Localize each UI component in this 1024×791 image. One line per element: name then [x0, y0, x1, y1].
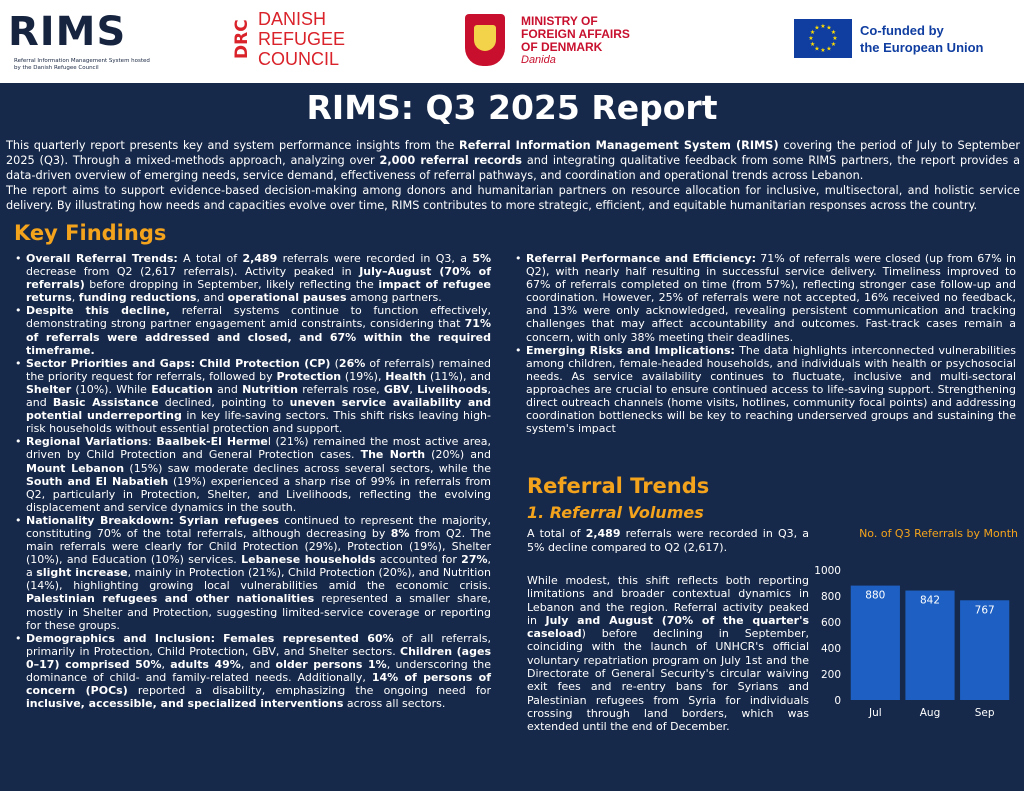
header-banner [0, 0, 1024, 83]
drc-logo [232, 0, 352, 83]
y-tick-label: 400 [820, 643, 841, 655]
finding-emerging-risks: • Emerging Risks and Implications: The data highlights interconnected vulnerabilities among children, female-headed households, and individuals with health or psychosocial needs. As service availability continues to fluctuate, inclusive and multi-sectoral approaches are crucial to ensure continued access to life-saving support. Strengthening direct outreach channels (home visits, hotlines, community focal points) and addressing coordination bottlenecks will be key to reaching underserved groups and sustaining the system's impact [514, 344, 1016, 436]
x-tick-label: Jul [868, 707, 882, 719]
mfa-text: MINISTRY OF FOREIGN AFFAIRS OF DENMARK [521, 14, 630, 54]
key-findings-heading: Key Findings [14, 221, 167, 245]
y-tick-label: 200 [820, 669, 841, 681]
mfa-denmark-logo [465, 0, 635, 83]
rims-tagline: Referral Information Management System hosted by the Danish Refugee Council [14, 58, 150, 71]
referrals-by-month-chart [812, 525, 1018, 725]
finding-overall-trends: • Overall Referral Trends: A total of 2,489 referrals were recorded in Q3, a 5% decrease from Q2 (2,617 referrals). Activity peaked in July–August (70% of referrals) before dropping in September, likely reflecting the impact of refugee returns, funding reductions, and operational pauses among partners. [14, 252, 491, 304]
bar-jul [851, 586, 900, 700]
svg-text:★: ★ [808, 35, 814, 42]
eu-text: Co-funded by the European Union [860, 23, 984, 55]
svg-text:★: ★ [809, 29, 816, 36]
y-tick-label: 600 [820, 617, 841, 629]
chart-plot [812, 525, 1018, 725]
svg-text:★: ★ [809, 41, 816, 48]
x-tick-label: Sep [974, 707, 995, 719]
referral-volumes-detail: While modest, this shift reflects both reporting limitations and broader contextual dynamics in Lebanon and the region. Referral activity peaked in July and August (70% of the quarter's caseload) before declining in September, coinciding with the launch of UNHCR's official voluntary repatriation program on July 1st and the Directorate of General Security's circular waiving exit fees and re-entry bans for Syrians and Palestinian refugees from Syria for individuals crossing through land borders, which was extended until the end of December. [527, 574, 809, 734]
finding-demographics: • Demographics and Inclusion: Females represented 60% of all referrals, primarily in Protection, Child Protection, GBV, and Shelter sectors. Children (ages 0–17) comprised 50%, adults 49%, and older persons 1%, underscoring the dominance of child- and family-related needs. Additionally, 14% of persons of concern (POCs) reported a disability, emphasizing the ongoing need for inclusive, accessible, and specialized interventions across all sectors. [14, 632, 491, 711]
svg-text:★: ★ [814, 24, 820, 32]
bar-value-label: 767 [974, 604, 995, 617]
finding-nationality: • Nationality Breakdown: Syrian refugees continued to represent the majority, constituting 70% of the total referrals, although decreasing by 8% from Q2. The main referrals were clearly for Child Protection (29%), Protection (19%), Shelter (10%), and Education (10%) services. Lebanese households accounted for 27%, a slight increase, mainly in Protection (21%), Child Protection (20%), and Nutrition (14%), highlighting growing local vulnerabilities amid the economic crisis. Palestinian refugees and other nationalities represented a smaller share, mostly in Shelter and Protection, suggesting limited-service coverage or reporting for these groups. [14, 514, 491, 632]
finding-sector-priorities: • Sector Priorities and Gaps: Child Protection (CP) (26% of referrals) remained the priority request for referrals, followed by Protection (19%), Health (11%), and Shelter (10%). While Education and Nutrition referrals rose, GBV, Livelihoods, and Basic Assistance declined, pointing to uneven service availability and potential underreporting in key life-saving sectors. This shift risks leaving high-risk households without essential protection and support. [14, 357, 491, 436]
key-findings-list [14, 252, 491, 710]
eu-flag-icon [794, 19, 852, 58]
finding-regional-variations: • Regional Variations: Baalbek-El Hermel (21%) remained the most active area, driven by Child Protection and General Protection cases. The North (20%) and Mount Lebanon (15%) saw moderate declines across several sectors, while the South and El Nabatieh (19%) experienced a sharp rise of 99% in referrals from Q2, particularly in Protection, Shelter, and Livelihoods, reflecting the evolving displacement and service dynamics in the south. [14, 435, 491, 514]
referral-volumes-summary: A total of 2,489 referrals were recorded in Q3, a 5% decline compared to Q2 (2,617). [527, 527, 809, 554]
drc-text: DANISH REFUGEE COUNCIL [258, 9, 346, 69]
finding-referral-performance: • Referral Performance and Efficiency: 71% of referrals were closed (up from 67% in Q2), with nearly half resulting in successful service delivery. Timeliness improved to 67% of referrals completed on time (from 57%), reflecting stronger case follow-up and coordination. However, 25% of referrals were not accepted, 16% received no feedback, and 13% were only acknowledged, revealing persistent communication and tracking challenges that may affect accountability and outcomes. Fast-track cases remain a concern, with only 38% meeting their deadlines. [514, 252, 1016, 344]
rims-wordmark: RIMS [8, 9, 127, 55]
bar-value-label: 880 [865, 589, 886, 602]
danida-label: Danida [521, 54, 556, 66]
bar-aug [905, 591, 954, 700]
drc-mark: DRC [232, 19, 252, 59]
svg-text:★: ★ [820, 23, 826, 30]
bar-value-label: 842 [919, 594, 941, 607]
referral-volumes-subheading: 1. Referral Volumes [527, 503, 704, 522]
danish-crest-icon [465, 14, 505, 66]
y-tick-label: 0 [834, 695, 841, 707]
svg-text:★: ★ [826, 45, 832, 53]
svg-text:★: ★ [830, 29, 837, 36]
rims-logo [8, 0, 150, 83]
svg-text:★: ★ [832, 35, 838, 42]
page-title: RIMS: Q3 2025 Report [306, 88, 718, 127]
key-findings-list-right [514, 252, 1016, 435]
finding-despite-decline: • Despite this decline, referral systems continue to function effectively, demonstrating strong partner engagement amid constraints, considering that 71% of referrals were addressed and closed, and 67% within the required timeframe. [14, 304, 491, 356]
svg-text:★: ★ [826, 24, 832, 32]
svg-text:★: ★ [820, 47, 826, 54]
svg-text:★: ★ [830, 41, 837, 48]
x-tick-label: Aug [919, 707, 941, 719]
referral-trends-heading: Referral Trends [527, 474, 710, 498]
eu-cofunded-logo [794, 0, 994, 83]
y-tick-label: 800 [820, 591, 841, 603]
svg-text:★: ★ [814, 45, 820, 53]
y-tick-label: 1000 [814, 565, 841, 577]
intro-paragraph: This quarterly report presents key and system performance insights from the Referral Information Management System (RIMS) covering the period of July to September 2025 (Q3). Through a mixed-methods approach, analyzing over 2,000 referral records and integrating qualitative feedback from some RIMS partners, the report provides a data-driven overview of emerging needs, service demand, effectiveness of referral pathways, and coordination and operational trends across Lebanon. The report aims to support evidence-based decision-making among donors and humanitarian partners on resource allocation for inclusive, multisectoral, and holistic service delivery. By illustrating how needs and capacities evolve over time, RIMS contributes to more strategic, efficient, and equitable humanitarian responses across the country. [6, 139, 1020, 212]
chart-title: No. of Q3 Referrals by Month [859, 527, 1018, 540]
